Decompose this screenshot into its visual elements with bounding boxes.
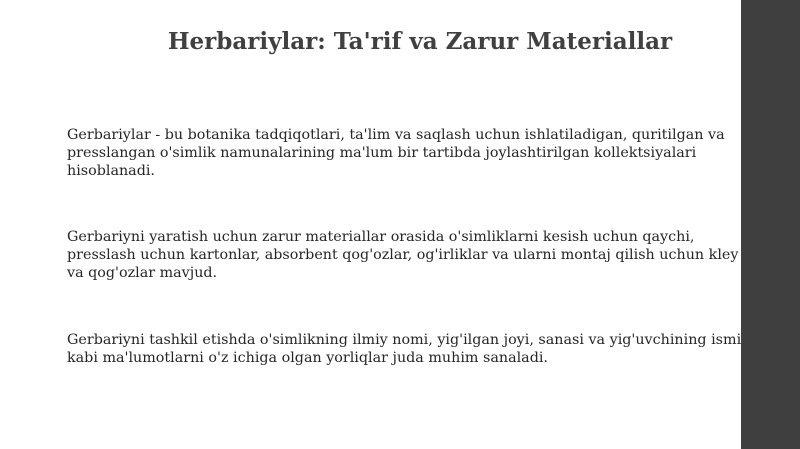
- side-panel: [741, 0, 800, 449]
- paragraph-labels: Gerbariyni tashkil etishda o'simlikning ilmiy nomi, yig'ilgan joyi, sanasi va yig'uvchining ismi kabi ma'lumotlarni o'z ichiga olgan yorliqlar juda muhim sanaladi.: [67, 332, 742, 366]
- slide-title: Herbariylar: Ta'rif va Zarur Materiallar: [167, 28, 673, 55]
- paragraph-definition: Gerbariylar - bu botanika tadqiqotlari, ta'lim va saqlash uchun ishlatiladigan, quritilgan va presslangan o'simlik namunalarining ma'lum bir tartibda joylashtirilgan kollektsiyalari hisoblanadi.: [67, 127, 725, 179]
- paragraph-materials: Gerbariyni yaratish uchun zarur materiallar orasida o'simliklarni kesish uchun qaychi, presslash uchun kartonlar, absorbent qog'ozlar, og'irliklar va ularni montaj qilish uchun kley va qog'ozlar mavjud.: [67, 229, 739, 281]
